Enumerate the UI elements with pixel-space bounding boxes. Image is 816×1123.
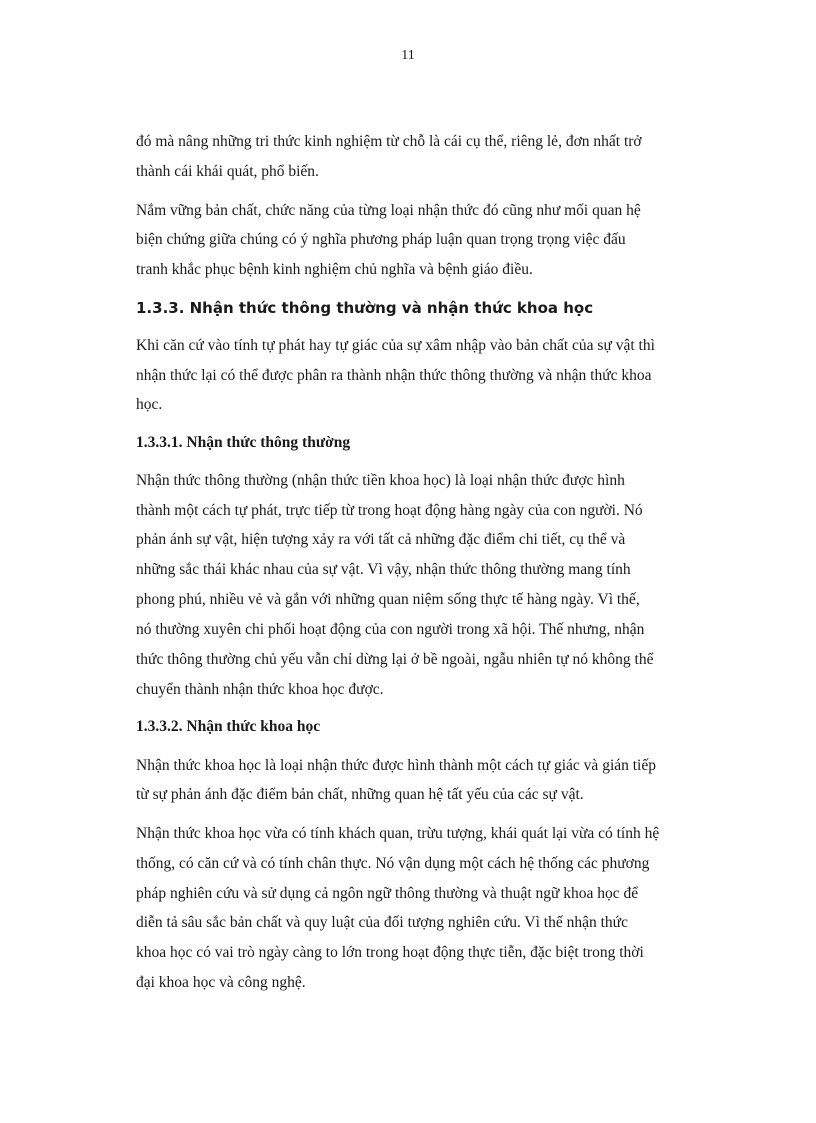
paragraph-line: thức thông thường chủ yếu vẫn chỉ dừng lại ở bề ngoài, ngẫu nhiên tự nó không thể (136, 651, 654, 668)
paragraph-line: đó mà nâng những tri thức kinh nghiệm từ chỗ là cái cụ thể, riêng lẻ, đơn nhất trở (136, 133, 642, 150)
paragraph-line: pháp nghiên cứu và sử dụng cả ngôn ngữ thông thường và thuật ngữ khoa học để (136, 885, 639, 902)
paragraph-line: học. (136, 396, 163, 413)
page-number: 11 (401, 48, 415, 63)
paragraph-line: diễn tả sâu sắc bản chất và quy luật của đối tượng nghiên cứu. Vì thế nhận thức (136, 914, 628, 931)
paragraph-line: thống, có căn cứ và có tính chân thực. Nó vận dụng một cách hệ thống các phương (136, 855, 650, 872)
subsection-heading: 1.3.3.2. Nhận thức khoa học (136, 718, 321, 735)
paragraph-line: nó thường xuyên chi phối hoạt động của con người trong xã hội. Thế nhưng, nhận (136, 621, 645, 638)
paragraph-line: những sắc thái khác nhau của sự vật. Vì vậy, nhận thức thông thường mang tính (136, 561, 631, 578)
paragraph-line: khoa học có vai trò ngày càng to lớn trong hoạt động thực tiễn, đặc biệt trong thời (136, 944, 644, 961)
paragraph-line: Nắm vững bản chất, chức năng của từng loại nhận thức đó cũng như mối quan hệ (136, 202, 641, 219)
paragraph-line: phản ánh sự vật, hiện tượng xảy ra với tất cả những đặc điểm chi tiết, cụ thể và (136, 531, 626, 548)
paragraph-line: tranh khắc phục bệnh kinh nghiệm chủ nghĩa và bệnh giáo điều. (136, 261, 533, 278)
section-heading: 1.3.3. Nhận thức thông thường và nhận thức khoa học (136, 299, 594, 317)
paragraph-line: biện chứng giữa chúng có ý nghĩa phương pháp luận quan trọng trọng việc đấu (136, 231, 626, 248)
paragraph-line: Nhận thức thông thường (nhận thức tiền khoa học) là loại nhận thức được hình (136, 472, 625, 489)
paragraph-line: Khi căn cứ vào tính tự phát hay tự giác của sự xâm nhập vào bản chất của sự vật thì (136, 337, 655, 354)
subsection-heading: 1.3.3.1. Nhận thức thông thường (136, 434, 351, 451)
paragraph-line: phong phú, nhiều vẻ và gắn với những quan niệm sống thực tế hàng ngày. Vì thế, (136, 591, 640, 608)
paragraph-line: nhận thức lại có thể được phân ra thành nhận thức thông thường và nhận thức khoa (136, 367, 652, 384)
paragraph-line: thành một cách tự phát, trực tiếp từ trong hoạt động hàng ngày của con người. Nó (136, 502, 643, 519)
paragraph-line: chuyển thành nhận thức khoa học được. (136, 681, 384, 698)
paragraph-line: Nhận thức khoa học là loại nhận thức được hình thành một cách tự giác và gián tiếp (136, 757, 656, 774)
paragraph-line: thành cái khái quát, phổ biến. (136, 163, 319, 180)
paragraph-line: từ sự phản ánh đặc điểm bản chất, những quan hệ tất yếu của các sự vật. (136, 786, 584, 803)
paragraph-line: đại khoa học và công nghệ. (136, 974, 306, 991)
paragraph-line: Nhận thức khoa học vừa có tính khách quan, trừu tượng, khái quát lại vừa có tính hệ (136, 825, 660, 842)
